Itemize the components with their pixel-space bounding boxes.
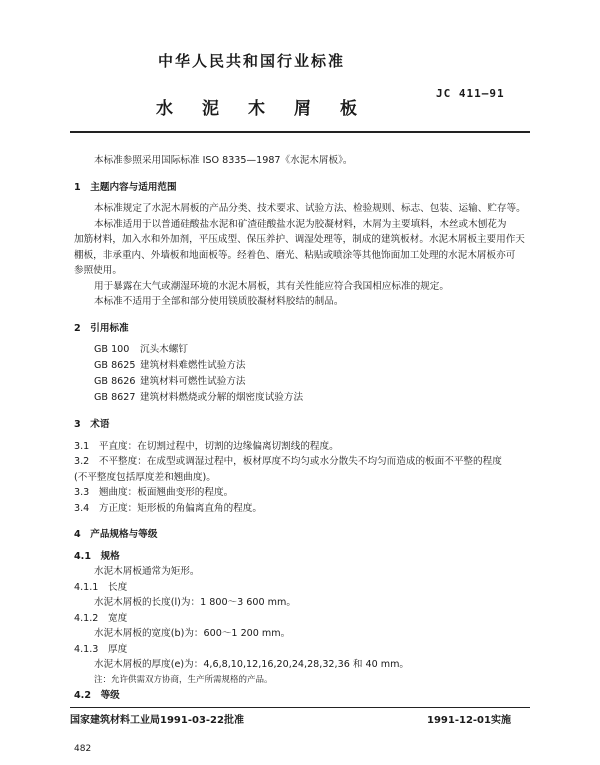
paragraph-line: 棚板，非承重内、外墙板和地面板等。经着色、磨光、粘贴或喷涂等其他饰面加工处理的水泥木屑板亦可 [74, 249, 516, 261]
clause-text: 水泥木屑板的长度(l)为：1 800～3 600 mm。 [94, 597, 296, 608]
note: 注：允许供需双方协商，生产所需规格的产品。 [94, 674, 273, 685]
term-definition: 3.1 平直度：在切割过程中，切割的边缘偏离切割线的程度。 [74, 440, 339, 452]
reference-code: GB 100 [94, 344, 130, 355]
reference-code: GB 8626 [94, 376, 136, 387]
title-char: 水 [156, 99, 173, 119]
paragraph: 用于暴露在大气或潮湿环境的水泥木屑板，其有关性能应符合我国相应标准的规定。 [94, 280, 449, 292]
clause-4-1-2-heading: 4.1.2 宽度 [74, 612, 128, 624]
document-body [74, 153, 532, 704]
approval-info: 国家建筑材料工业局1991-03-22批准 [70, 715, 244, 726]
clause-text: 水泥木屑板的厚度(e)为：4,6,8,10,12,16,20,24,28,32,36 和 40 mm。 [94, 659, 410, 670]
section-2-heading: 2 引用标准 [74, 322, 129, 334]
reference-code: GB 8627 [94, 392, 136, 403]
reference-item [74, 390, 532, 406]
reference-item [74, 374, 532, 390]
term-definition-cont: (不平整度包括厚度差和翘曲度)。 [74, 471, 216, 483]
clause-4-1-3-heading: 4.1.3 厚度 [74, 643, 128, 655]
reference-title: 沉头木螺钉 [140, 344, 188, 355]
reference-title: 建筑材料可燃性试验方法 [140, 376, 246, 387]
implementation-date: 1991-12-01实施 [427, 715, 511, 726]
title-char: 屑 [294, 99, 311, 119]
intro-paragraph: 本标准参照采用国际标准 ISO 8335—1987《水泥木屑板》。 [94, 155, 353, 166]
clause-4-2-heading: 4.2 等级 [74, 690, 120, 701]
title-char: 木 [248, 99, 265, 119]
reference-title: 建筑材料燃烧或分解的烟密度试验方法 [140, 392, 304, 403]
reference-title: 建筑材料难燃性试验方法 [140, 360, 246, 371]
paragraph-line: 加筋材料，加入水和外加剂，平压成型、保压养护、调湿处理等，制成的建筑板材。水泥木屑板主要用作天 [74, 234, 525, 245]
header-divider [70, 131, 530, 133]
section-4-heading: 4 产品规格与等级 [74, 529, 158, 540]
reference-item [74, 342, 532, 358]
paragraph-line: 参照使用。 [74, 265, 122, 276]
clause-text: 水泥木屑板的宽度(b)为：600～1 200 mm。 [94, 628, 291, 639]
standard-category-title: 中华人民共和国行业标准 [158, 52, 346, 70]
section-1-heading: 1 主题内容与适用范围 [74, 181, 177, 193]
reference-code: GB 8625 [94, 360, 136, 371]
clause-text: 水泥木屑板通常为矩形。 [94, 566, 200, 577]
reference-item [74, 358, 532, 374]
page-number: 482 [74, 744, 92, 754]
clause-4-1-heading: 4.1 规格 [74, 550, 120, 562]
document-title [156, 94, 386, 119]
term-definition: 3.4 方正度：矩形板的角偏离直角的程度。 [74, 502, 262, 514]
title-char: 板 [340, 99, 357, 119]
paragraph: 本标准不适用于全部和部分使用镁质胶凝材料胶结的制品。 [94, 296, 344, 307]
term-definition: 3.2 不平整度：在成型或调湿过程中，板材厚度不均匀或水分散失不均匀而造成的板面不平整的程度 [74, 456, 502, 467]
paragraph: 本标准适用于以普通硅酸盐水泥和矿渣硅酸盐水泥为胶凝材料，木屑为主要填料，木丝或木刨花为 [94, 218, 507, 230]
footer-divider [70, 707, 530, 708]
term-definition: 3.3 翘曲度：板面翘曲变形的程度。 [74, 487, 234, 498]
clause-4-1-1-heading: 4.1.1 长度 [74, 581, 128, 593]
standard-code: JC 411—91 [436, 87, 505, 100]
paragraph: 本标准规定了水泥木屑板的产品分类、技术要求、试验方法、检验规则、标志、包装、运输、贮存等。 [94, 203, 526, 214]
title-char: 泥 [202, 99, 219, 119]
section-3-heading: 3 术语 [74, 419, 110, 430]
